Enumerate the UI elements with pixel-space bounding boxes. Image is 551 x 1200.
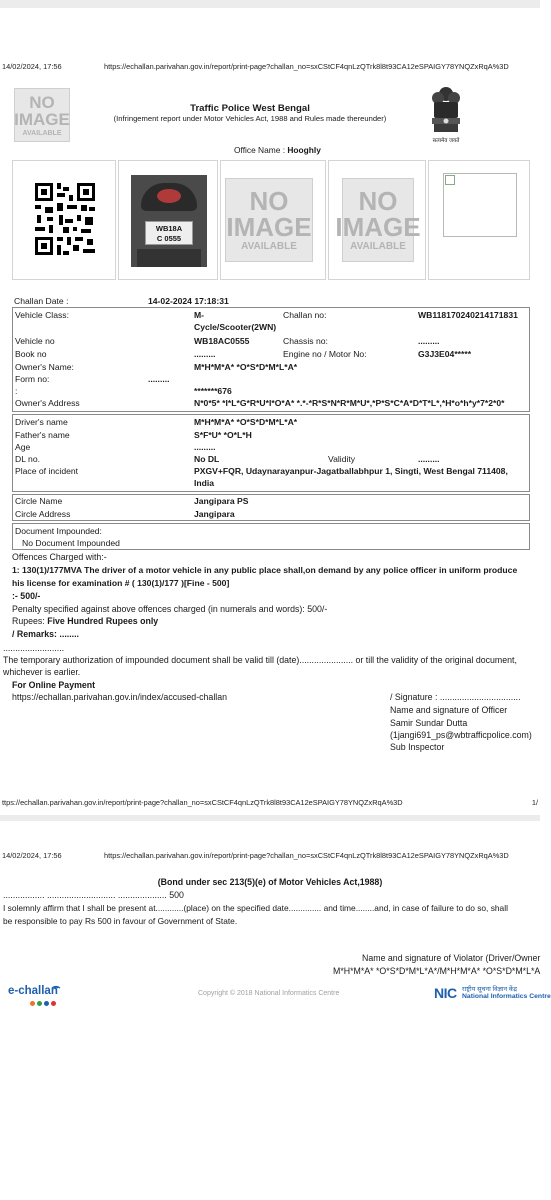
- emblem-motto: सत्यमेव जयते: [432, 138, 460, 144]
- owner-name-label: Owner's Name:: [15, 362, 74, 372]
- vehicle-photo: [131, 175, 207, 267]
- affirm-line-1: I solemnly affirm that I shall be present at............(place) on the specified date.............. and time........and, in case of failure to do so, shall: [3, 903, 508, 913]
- book-no-value: .........: [194, 349, 216, 359]
- bond-title: (Bond under sec 213(5)(e) of Motor Vehicles Act,1988): [157, 877, 383, 887]
- officer-rank: Sub Inspector: [390, 742, 445, 752]
- no-image-text: NO IMAGE: [14, 92, 70, 129]
- number-plate: WB18A C 0555: [145, 221, 193, 245]
- echallan-dots: [30, 1001, 56, 1006]
- impound-label: Document Impounded:: [15, 526, 102, 536]
- vehicle-class-label: Vehicle Class:: [15, 310, 69, 320]
- circle-name-label: Circle Name: [15, 496, 63, 506]
- available-text-1: AVAILABLE: [241, 241, 297, 252]
- officer-label: Name and signature of Officer: [390, 705, 508, 715]
- print-url[interactable]: https://echallan.parivahan.gov.in/report/print-page?challan_no=sxCStCF4qnLzQTrk8l8t93CA12eSPAIGY78YNQZxRqA%3D: [104, 62, 509, 71]
- place-value-1: PXGV+FQR, Udaynarayanpur-Jagatballabhpur 1, Singti, West Bengal 711408,: [194, 466, 508, 476]
- circle-address-value: Jangipara: [194, 509, 235, 519]
- office-value: Hooghly: [287, 145, 321, 155]
- office-name: [234, 145, 321, 155]
- engine-no-label: Engine no / Motor No:: [283, 349, 367, 359]
- nic-hindi-text: राष्ट्रीय सूचना विज्ञान केंद्र: [462, 986, 518, 993]
- challan-no-label: Challan no:: [283, 310, 327, 320]
- vehicle-photo-cell: [118, 160, 218, 280]
- available-text: AVAILABLE: [22, 129, 62, 137]
- broken-image-icon: [443, 173, 517, 237]
- qr-code-cell: [12, 160, 116, 280]
- father-name-label: Father's name: [15, 430, 70, 440]
- affirm-line-2: be responsible to pay Rs 500 in favour of Government of State.: [3, 916, 238, 926]
- emblem-icon: [428, 84, 464, 136]
- officer-name: Samir Sundar Dutta: [390, 718, 468, 728]
- validity-note-2: whichever is earlier.: [3, 667, 81, 677]
- online-payment-url[interactable]: https://echallan.parivahan.gov.in/index/accused-challan: [12, 692, 228, 702]
- echallan-logo: [6, 980, 66, 1008]
- validity-label: Validity: [328, 454, 356, 464]
- page-break: [0, 815, 540, 821]
- national-emblem: [428, 84, 464, 144]
- rupees-line: [12, 616, 158, 626]
- engine-no-value: G3J3E04*****: [418, 349, 472, 359]
- form-no-value: .........: [148, 374, 170, 384]
- violator-names: M*H*M*A* *O*S*D*M*L*A*/M*H*M*A* *O*S*D*M*L*A: [333, 966, 541, 976]
- owner-address-value: N*0*5* *I*L*G*R*U*I*O*A* *.*-*R*S*N*R*M*U*,*P*S*C*A*D*T*L*,*H*o*h*y*7*2*0*: [194, 398, 505, 408]
- photo-placeholder-cell-1: [220, 160, 326, 280]
- echallan-logo-text: e-challan: [8, 985, 58, 997]
- masked-field-value: *******676: [194, 386, 232, 396]
- print-date: 14/02/2024, 17:56: [2, 62, 62, 71]
- rupees-label: Rupees:: [12, 616, 45, 626]
- nic-logo: [434, 984, 551, 1004]
- dots-line: .........................: [3, 643, 65, 653]
- footer-url[interactable]: ttps://echallan.parivahan.gov.in/report/print-page?challan_no=sxCStCF4qnLzQTrk8l8t93CA12eSPAIGY78YNQZxRqA%3D: [2, 798, 403, 807]
- offence-line-1: 1: 130(1)/177MVA The driver of a motor vehicle in any public place shall,on demand by any police officer in uniform produce: [12, 565, 518, 575]
- no-image-logo: [14, 88, 70, 142]
- online-payment-label: For Online Payment: [12, 680, 96, 690]
- challan-no-value: WB118170240214171831: [418, 310, 518, 320]
- report-subtitle: (Infringement report under Motor Vehicles Act, 1988 and Rules made thereunder): [113, 114, 387, 123]
- print-date-2: 14/02/2024, 17:56: [2, 851, 62, 860]
- rupees-value: Five Hundred Rupees only: [47, 616, 159, 626]
- no-image-text-1: NO IMAGE: [226, 186, 312, 242]
- violator-label: Name and signature of Violator (Driver/Owner: [362, 953, 541, 963]
- no-image-placeholder-1: [225, 178, 313, 262]
- vehicle-class-value-2: Cycle/Scooter(2WN): [194, 322, 277, 332]
- offences-label: Offences Charged with:-: [12, 552, 107, 562]
- masked-field-label: :: [15, 386, 18, 396]
- nic-logo-mark: NIC: [434, 985, 457, 1001]
- offence-line-2: his license for examination # ( 130(1)/177 )[Fine - 500]: [12, 578, 230, 588]
- print-url-2[interactable]: https://echallan.parivahan.gov.in/report/print-page?challan_no=sxCStCF4qnLzQTrk8l8t93CA12eSPAIGY78YNQZxRqA%3D: [104, 851, 509, 860]
- vehicle-no-label: Vehicle no: [15, 336, 55, 346]
- print-header-2: [0, 851, 540, 865]
- footer-page-number: 1/: [531, 798, 538, 807]
- book-no-label: Book no: [15, 349, 47, 359]
- no-image-placeholder-2: [335, 178, 421, 262]
- place-label: Place of incident: [15, 466, 79, 476]
- copyright: Copyright © 2018 National Informatics Centre: [198, 990, 340, 997]
- circle-name-value: Jangipara PS: [194, 496, 249, 506]
- dl-no-value: No DL: [194, 454, 220, 464]
- validity-value: .........: [418, 454, 440, 464]
- driver-name-value: M*H*M*A* *O*S*D*M*L*A*: [194, 417, 298, 427]
- vehicle-class-value-1: M-: [194, 310, 205, 320]
- print-header: [0, 62, 540, 76]
- challan-date-value: 14-02-2024 17:18:31: [148, 296, 229, 306]
- qr-code-icon: [33, 179, 97, 259]
- form-no-label: Form no:: [15, 374, 50, 384]
- place-value-2: India: [194, 478, 215, 488]
- office-label: Office Name :: [234, 145, 286, 155]
- vehicle-no-value: WB18AC0555: [194, 336, 250, 346]
- circle-address-label: Circle Address: [15, 509, 71, 519]
- officer-email: (1jangi691_ps@wbtrafficpolice.com): [390, 730, 532, 740]
- dl-no-label: DL no.: [15, 454, 41, 464]
- remarks: / Remarks: ........: [12, 629, 79, 639]
- chassis-no-label: Chassis no:: [283, 336, 328, 346]
- available-text-2: AVAILABLE: [350, 241, 406, 252]
- age-value: .........: [194, 442, 216, 452]
- age-label: Age: [15, 442, 31, 452]
- driver-name-label: Driver's name: [15, 417, 68, 427]
- no-image-text-2: NO IMAGE: [335, 186, 421, 242]
- chassis-no-value: .........: [418, 336, 440, 346]
- bond-dots-500: ................. ............................ .................... 500: [3, 890, 184, 900]
- impound-value: No Document Impounded: [22, 538, 120, 548]
- penalty-line: Penalty specified against above offences charged (in numerals and words): 500/-: [12, 604, 328, 614]
- owner-name-value: M*H*M*A* *O*S*D*M*L*A*: [194, 362, 298, 372]
- page-top-edge: [0, 0, 540, 8]
- nic-english-text: National Informatics Centre: [462, 993, 551, 1000]
- father-name-value: S*F*U* *O*L*H: [194, 430, 252, 440]
- circle-info-box: [12, 494, 530, 521]
- signature-line: / Signature : .................................: [390, 692, 521, 702]
- broken-image-cell: [428, 160, 530, 280]
- photo-placeholder-cell-2: [328, 160, 426, 280]
- owner-address-label: Owner's Address: [15, 398, 80, 408]
- offence-amount: :- 500/-: [12, 591, 41, 601]
- challan-date-label: Challan Date :: [14, 296, 69, 306]
- validity-note-1: The temporary authorization of impounded document shall be valid till (date)...................... or till the validity of the original document,: [3, 655, 517, 665]
- report-title: Traffic Police West Bengal: [190, 103, 310, 114]
